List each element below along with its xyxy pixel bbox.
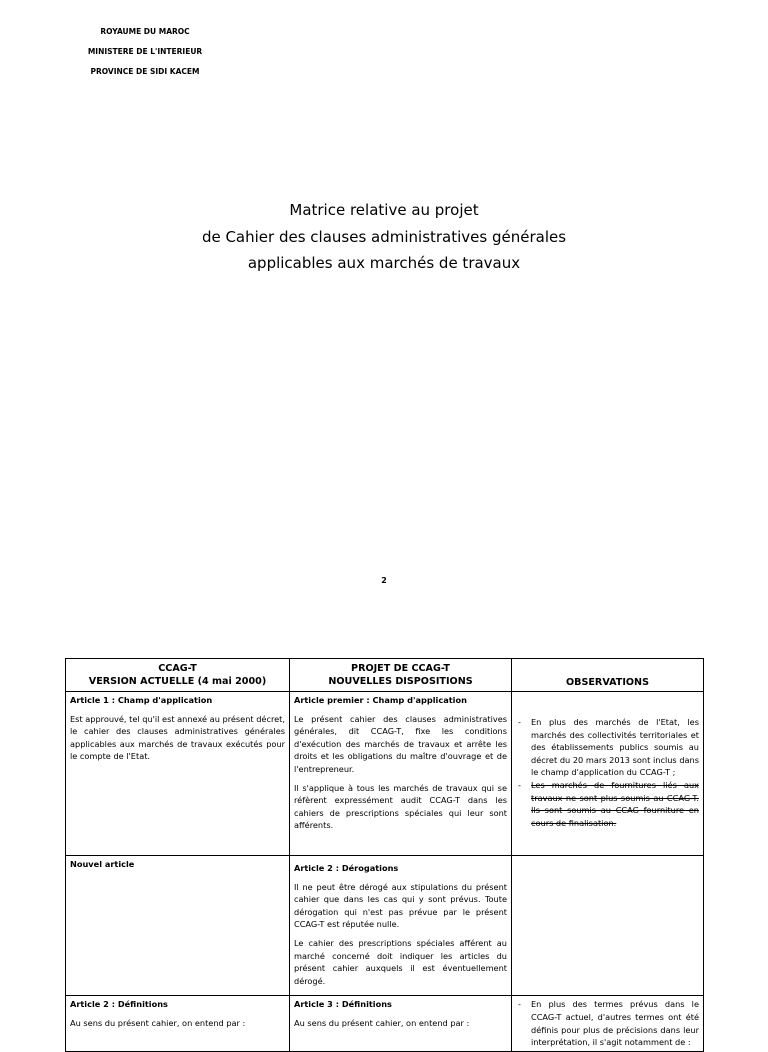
row1-observations-cell <box>512 692 704 856</box>
article-text: Au sens du présent cahier, on entend par : <box>294 1017 470 1028</box>
article-title: Article 3 : Définitions <box>294 999 392 1010</box>
article-title: Article premier : Champ d'application <box>294 695 467 705</box>
article-title: Article 2 : Dérogations <box>294 863 399 873</box>
article-title: Article 1 : Champ d'application <box>70 695 213 705</box>
row2-new-cell <box>290 856 512 996</box>
header-current-version <box>66 659 290 692</box>
header-ministry: MINISTERE DE L'INTERIEUR <box>87 47 203 56</box>
row1-current-cell <box>66 692 290 856</box>
title-line-2: de Cahier des clauses administratives générales <box>201 227 567 246</box>
article-text: Le présent cahier des clauses administratives générales, dit CCAG-T, fixe les conditions d'exécution des marchés de travaux et arrête les droits et les obligations du maître d'ouvrage et de l'entrepreneur. <box>294 713 507 774</box>
title-line-3: applicables aux marchés de travaux <box>247 254 521 272</box>
row2-current-cell <box>66 856 290 996</box>
header-kingdom: ROYAUME DU MAROC <box>100 27 190 36</box>
article-text: Le cahier des prescriptions spéciales afférent au marché concerné doit indiquer les articles du présent cahier auxquels il est éventuellement dérogé. <box>294 937 507 986</box>
table-row <box>66 692 704 856</box>
article-title: Nouvel article <box>70 859 135 869</box>
header-current-version-l2: VERSION ACTUELLE (4 mai 2000) <box>88 676 267 687</box>
header-new-provisions-l2: NOUVELLES DISPOSITIONS <box>328 676 473 687</box>
row1-new-cell <box>290 692 512 856</box>
header-observations <box>512 659 704 692</box>
table-row <box>66 856 704 996</box>
header-new-provisions <box>290 659 512 692</box>
comparison-matrix-table <box>65 658 704 1052</box>
article-text: Au sens du présent cahier, on entend par : <box>70 1017 246 1028</box>
observation-list <box>516 716 699 829</box>
header-new-provisions-l1: PROJET DE CCAG-T <box>351 663 450 674</box>
row2-observations-cell <box>512 856 704 996</box>
header-current-version-l1: CCAG-T <box>158 663 197 674</box>
article-title: Article 2 : Définitions <box>70 999 168 1010</box>
article-text: Il ne peut être dérogé aux stipulations du présent cahier que dans les cas qui y sont prévus. Toute dérogation qui n'est pas prévue par le présent CCAG-T est réputée nulle. <box>294 881 507 930</box>
ministry-header <box>84 27 206 87</box>
header-observations-label: OBSERVATIONS <box>566 677 649 688</box>
table-header-row <box>66 659 704 692</box>
observation-item: - En plus des termes prévus dans le CCAG-T actuel, d'autres termes ont été définis pour plus de précisions dans leur interprétation, il s'agit notamment de : <box>516 998 699 1048</box>
document-title <box>0 197 768 277</box>
observation-item-struck: - Les marchés de fournitures liés aux travaux ne sont plus soumis au CCAG-T. Ils sont soumis au CCAG fourniture en cours de finalisation. <box>516 779 699 829</box>
article-text: Il s'applique à tous les marchés de travaux qui se réfèrent expressément audit CCAG-T dans les cahiers de prescriptions spéciales qui leur sont afférents. <box>294 782 507 831</box>
header-province: PROVINCE DE SIDI KACEM <box>90 67 200 76</box>
observation-item: - En plus des marchés de l'Etat, les marchés des collectivités territoriales et des établissements publics soumis au décret du 20 mars 2013 sont inclus dans le champ d'application du CCAG-T ; <box>516 716 699 779</box>
page-number: 2 <box>381 576 387 585</box>
article-text: Est approuvé, tel qu'il est annexé au présent décret, le cahier des clauses administratives générales applicables aux marchés de travaux exécutés pour le compte de l'Etat. <box>70 713 285 762</box>
title-line-1: Matrice relative au projet <box>289 201 479 219</box>
